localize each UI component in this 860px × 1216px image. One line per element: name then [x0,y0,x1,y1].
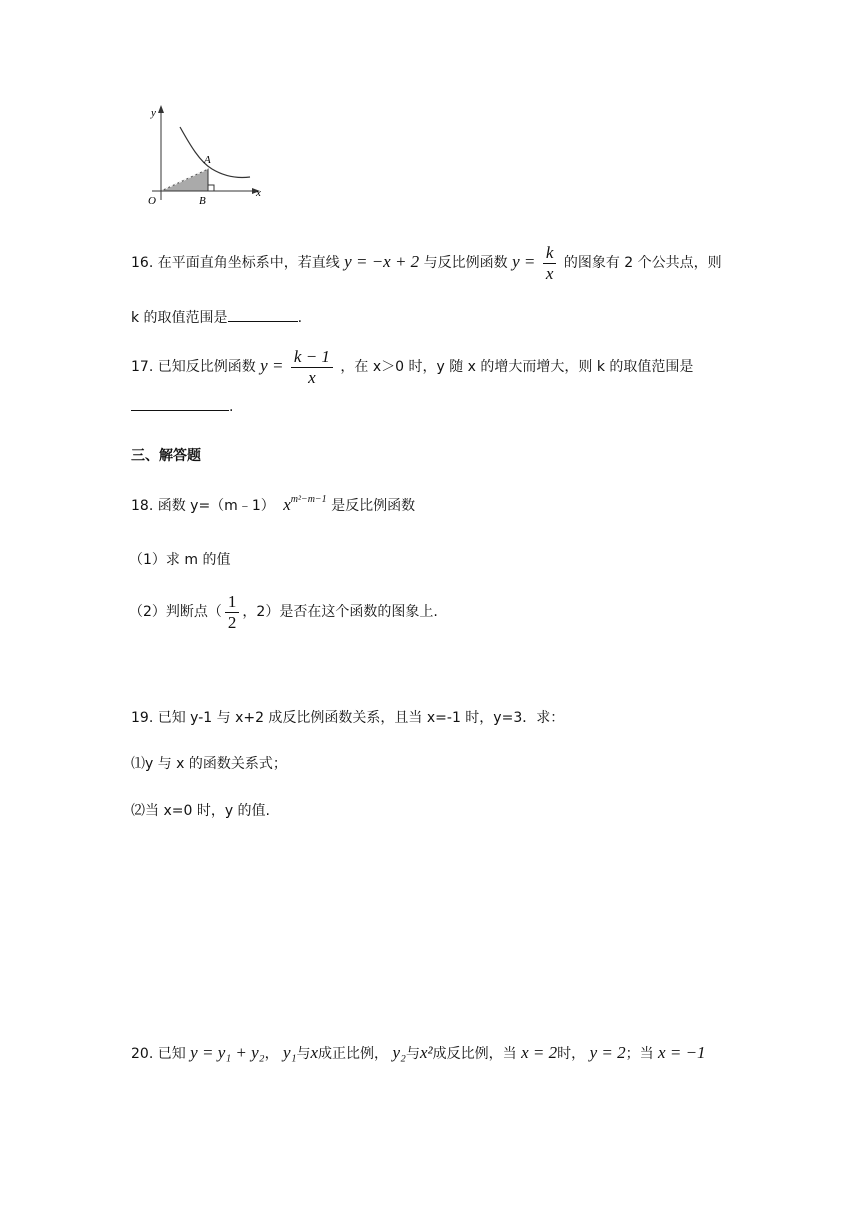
point-b-label: B [199,195,206,207]
question-17-line2 [131,398,233,415]
question-17 [131,347,693,387]
q18-base: x [283,495,291,514]
q20-prefix: 20. 已知 [131,1046,186,1062]
q20-t1: 与 [296,1046,311,1062]
x-axis-label: x [256,187,261,199]
q18-prefix: 18. 函数 y=（m﹣1） [131,498,275,514]
q20-t4: 成反比例，当 [432,1046,517,1062]
q20-c2: y = 2 [589,1043,626,1062]
section-heading: 三、解答题 [131,448,201,464]
q18-frac-den: 2 [227,612,237,632]
q18-exponent: m²−m−1 [290,494,327,505]
hyperbola-figure [142,100,282,212]
origin-label: O [148,195,156,207]
q16-frac-den: x [545,263,554,283]
q16-line-equation: y = −x + 2 [344,252,420,272]
y-axis-label: y [151,107,156,119]
q20-t6: ；当 [625,1046,654,1062]
q20-x2: x² [419,1043,433,1062]
q17-frac-num: k − 1 [291,347,333,368]
q20-c1: x = 2 [521,1043,558,1062]
q16-prefix: 16. 在平面直角坐标系中，若直线 [131,255,340,272]
q18-fraction [225,592,240,632]
q18-part2-prefix: （2）判断点（ [129,604,222,621]
right-angle-mark [208,185,214,191]
q16-fraction [543,243,557,283]
q16-mid: 与反比例函数 [423,255,508,272]
q20-y1: y₁ [283,1043,297,1062]
question-16-line2 [131,307,302,327]
q17-prefix: 17. 已知反比例函数 [131,359,256,376]
question-20 [131,1043,706,1063]
point-a-label: A [204,154,211,166]
q16-frac-num: k [543,243,557,264]
q20-t3: 与 [405,1046,420,1062]
hyperbola-curve [180,127,250,178]
q18-suffix: 是反比例函数 [331,498,416,514]
q17-y-eq: y = [260,356,284,376]
question-16 [131,243,722,283]
q18-part2 [129,592,438,632]
q16-answer-blank[interactable] [228,309,298,322]
q17-end: . [229,399,234,415]
q20-t2: 成正比例， [318,1046,389,1062]
q20-sep1: ， [264,1046,279,1062]
q17-frac-den: x [308,367,316,387]
question-18 [131,494,415,515]
q18-part1: （1）求 m 的值 [129,552,231,568]
q20-c3: x = −1 [658,1043,706,1062]
q20-eq1: y = y₁ + y₂ [190,1043,265,1062]
y-axis-arrow [158,105,164,113]
q17-answer-blank[interactable] [131,398,229,411]
q19-part2: ⑵当 x=0 时，y 的值. [131,803,271,819]
q17-suffix: ，在 x＞0 时，y 随 x 的增大而增大，则 k 的取值范围是 [340,359,694,376]
question-19: 19. 已知 y-1 与 x+2 成反比例函数关系，且当 x=-1 时，y=3．求： [131,710,565,726]
q16-y-eq: y = [512,252,536,272]
q18-part2-suffix: ，2）是否在这个函数的图象上. [242,604,438,621]
q16-end: . [297,310,303,326]
q19-part1: ⑴y 与 x 的函数关系式； [131,756,287,772]
q20-x1: x [310,1043,319,1062]
q18-frac-num: 1 [225,592,240,613]
q20-y2: y₂ [392,1043,406,1062]
q16-suffix: 的图象有 2 个公共点，则 [563,255,722,272]
q20-t5: 时， [557,1046,586,1062]
q16-line2: k 的取值范围是 [131,310,228,326]
q17-fraction [291,347,333,387]
